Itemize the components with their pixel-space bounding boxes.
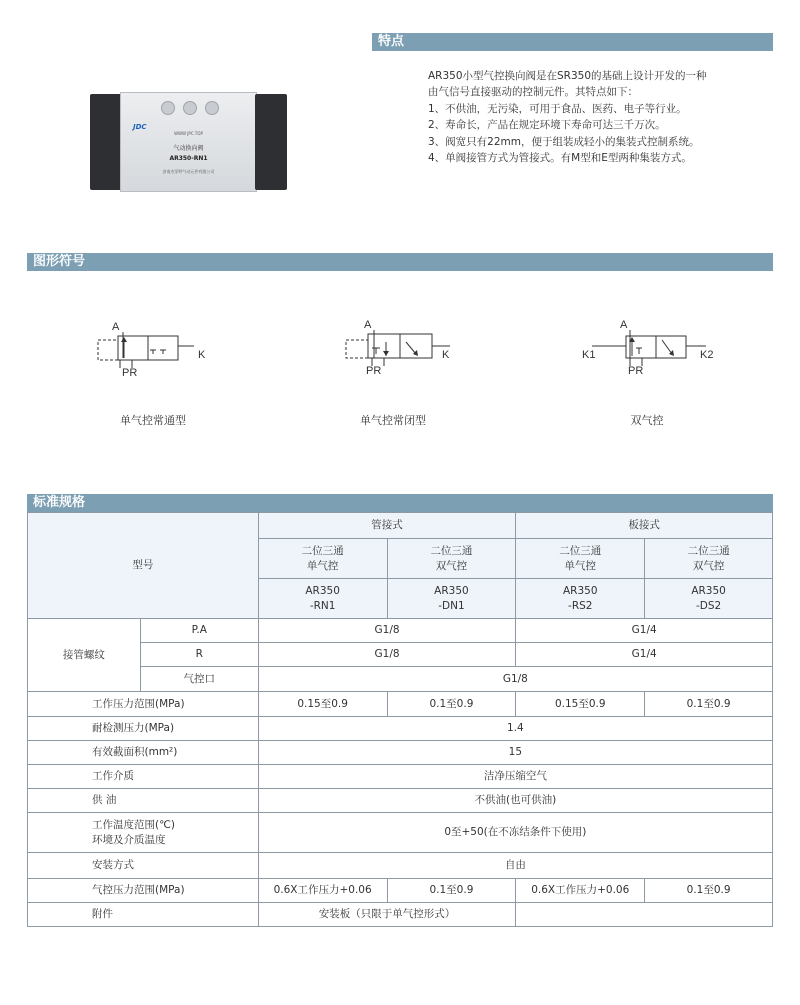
port-r-pipe: G1/8 (258, 643, 516, 667)
pilot-port-value: G1/8 (258, 667, 772, 692)
port-a-label: A (620, 319, 628, 331)
port-r-plate: G1/4 (516, 643, 773, 667)
valve-port (205, 101, 219, 115)
port-a-label: A (112, 321, 120, 333)
feature-item: 1、不供油，无污染，可用于食品、医药、电子等行业。 (428, 102, 687, 115)
port-k1-label: K1 (582, 349, 596, 361)
specs-table (27, 512, 773, 927)
symbol-caption: 单气控常闭型 (360, 414, 426, 427)
port-k2-label: K2 (700, 349, 714, 361)
port-pr-label: PR (122, 367, 138, 379)
pilot-pressure-value: 0.6X工作压力+0.06 (258, 879, 387, 903)
pilot-port-label: 气控口 (140, 667, 258, 692)
table-row (28, 853, 773, 879)
accessory-label: 附件 (28, 903, 259, 927)
port-k-label: K (442, 349, 450, 361)
port-k-label: K (198, 349, 206, 361)
valve-right-cap (255, 94, 287, 190)
symbol-caption: 单气控常通型 (120, 414, 186, 427)
accessory-value: 安装板（只限于单气控形式） (258, 903, 516, 927)
feature-item: 2、寿命长，产品在规定环境下寿命可达三千万次。 (428, 119, 666, 132)
product-small-text: WWW JPC.TOP (174, 131, 203, 136)
mounting-value: 自由 (258, 853, 772, 879)
table-row (28, 513, 773, 539)
temperature-label: 工作温度范围(℃) 环境及介质温度 (28, 813, 259, 853)
group-plate-header: 板接式 (516, 513, 773, 539)
working-pressure-value: 0.15至0.9 (258, 692, 387, 717)
features-intro: 由气信号直接驱动的控制元件。其特点如下： (428, 86, 638, 99)
features-text (428, 68, 768, 166)
features-intro: AR350小型气控换向阀是在SR350的基础上设计开发的一种 (428, 70, 707, 82)
port-a-label: A (364, 319, 372, 331)
valve-port (161, 101, 175, 115)
port-pr-label: PR (366, 365, 382, 377)
effective-area-label: 有效截面积(mm²) (28, 741, 259, 765)
working-pressure-value: 0.15至0.9 (516, 692, 645, 717)
table-row (28, 813, 773, 853)
symbol-double-pilot (578, 318, 718, 380)
working-pressure-value: 0.1至0.9 (387, 692, 516, 717)
product-maker: 济南杰菲特气动元件有限公司 (162, 169, 215, 174)
lubrication-label: 供 油 (28, 789, 259, 813)
port-thread-label: 接管螺纹 (28, 619, 141, 692)
table-row (28, 879, 773, 903)
variant-model-cell: AR350 -DS2 (645, 579, 773, 619)
port-r-label: R (140, 643, 258, 667)
model-header: 型号 (28, 513, 259, 619)
working-pressure-label: 工作压力范围(MPa) (28, 692, 259, 717)
variant-model-cell: AR350 -RN1 (258, 579, 387, 619)
valve-port (183, 101, 197, 115)
product-logo: JDC (133, 123, 147, 131)
product-name: 气动换向阀 (173, 145, 204, 152)
features-section-title: 特点 (372, 33, 773, 51)
accessory-value-plate (516, 903, 773, 927)
working-pressure-value: 0.1至0.9 (645, 692, 773, 717)
effective-area-value: 15 (258, 741, 772, 765)
group-pipe-header: 管接式 (258, 513, 516, 539)
pilot-pressure-value: 0.1至0.9 (387, 879, 516, 903)
product-photo (90, 92, 287, 192)
medium-value: 洁净压缩空气 (258, 765, 772, 789)
port-pa-plate: G1/4 (516, 619, 773, 643)
medium-label: 工作介质 (28, 765, 259, 789)
table-row (28, 692, 773, 717)
temperature-value: 0至+50(在不冻结条件下使用) (258, 813, 772, 853)
pilot-pressure-value: 0.6X工作压力+0.06 (516, 879, 645, 903)
specs-section-title: 标准规格 (27, 494, 773, 512)
valve-left-cap (90, 94, 122, 190)
variant-model-cell: AR350 -RS2 (516, 579, 645, 619)
table-row (28, 741, 773, 765)
lubrication-value: 不供油(也可供油) (258, 789, 772, 813)
variant-type-cell: 二位三通 单气控 (516, 539, 645, 579)
symbol-single-pilot-normally-closed (334, 318, 464, 380)
product-model: AR350-RN1 (169, 155, 208, 162)
table-row (28, 717, 773, 741)
symbols-section-title: 图形符号 (27, 253, 773, 271)
table-row (28, 789, 773, 813)
proof-pressure-value: 1.4 (258, 717, 772, 741)
pilot-pressure-label: 气控压力范围(MPa) (28, 879, 259, 903)
variant-type-cell: 二位三通 双气控 (645, 539, 773, 579)
port-pa-label: P.A (140, 619, 258, 643)
symbol-single-pilot-normally-open (88, 318, 218, 380)
table-row (28, 765, 773, 789)
port-pa-pipe: G1/8 (258, 619, 516, 643)
pilot-pressure-value: 0.1至0.9 (645, 879, 773, 903)
feature-item: 3、阀宽只有22mm，便于组装成轻小的集装式控制系统。 (428, 135, 700, 148)
symbol-caption: 双气控 (630, 414, 664, 427)
variant-type-cell: 二位三通 双气控 (387, 539, 516, 579)
table-row (28, 903, 773, 927)
variant-type-cell: 二位三通 单气控 (258, 539, 387, 579)
variant-model-cell: AR350 -DN1 (387, 579, 516, 619)
feature-item: 4、单阀接管方式为管接式。有M型和E型两种集装方式。 (428, 152, 692, 165)
mounting-label: 安装方式 (28, 853, 259, 879)
proof-pressure-label: 耐检测压力(MPa) (28, 717, 259, 741)
valve-body (120, 92, 257, 192)
port-pr-label: PR (628, 365, 644, 377)
table-row (28, 619, 773, 643)
